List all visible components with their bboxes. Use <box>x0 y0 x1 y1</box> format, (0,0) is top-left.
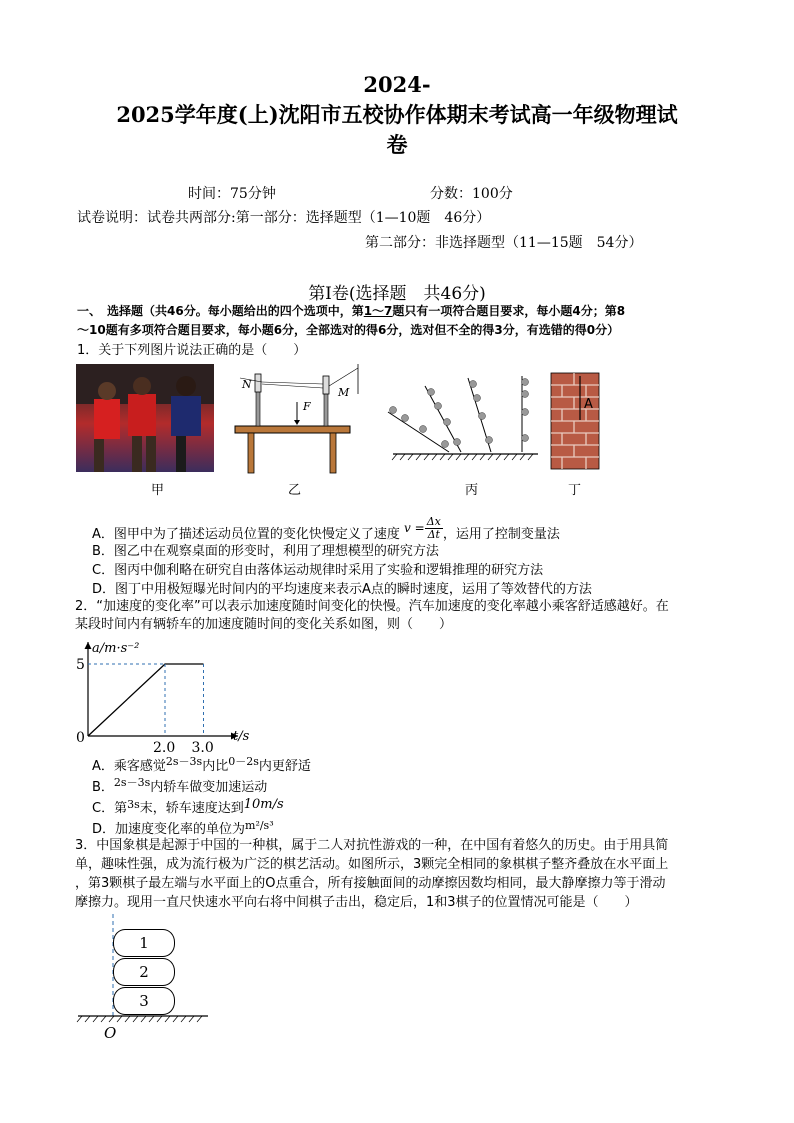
chess-piece-1: 1 <box>113 929 175 957</box>
label-f: F <box>303 400 311 413</box>
origin-label: 0 <box>76 730 85 746</box>
y-tick-label: 5 <box>76 657 85 673</box>
table-mirror-figure <box>230 364 360 476</box>
caption-yi: 乙 <box>288 483 302 498</box>
exam-title-line1: 2024- <box>363 72 431 97</box>
label-m: M <box>338 386 350 399</box>
section-instructions-line1: 一、 选择题（共46分。每小题给出的四个选项中，第1～7题只有一项符合题目要求，每小题4分；第8 <box>77 304 626 318</box>
q3-stem-line2: 单，趣味性强，成为流行极为广泛的棋艺活动。如图所示，3颗完全相同的象棋棋子整齐叠放在水平面上 <box>75 857 669 872</box>
brick-wall-figure <box>550 372 600 470</box>
exam-time: 时间：75分钟 <box>188 186 276 202</box>
label-n: N <box>242 378 252 391</box>
exam-score: 分数：100分 <box>430 186 513 202</box>
q1-option-b[interactable]: B．图乙中在观察桌面的形变时，利用了理想模型的研究方法 <box>92 544 439 559</box>
q2-option-c[interactable]: C．第$^{3s}$末，轿车速度达到10m/s <box>92 797 284 816</box>
label-a: A <box>584 397 593 412</box>
exam-desc-part1: 试卷说明：试卷共两部分:第一部分：选择题型（1—10题 46分） <box>77 210 491 226</box>
q3-stem-line1: 3．中国象棋是起源于中国的一种棋，属于二人对抗性游戏的一种，在中国有着悠久的历史。由于用具简 <box>75 838 669 853</box>
galileo-inclines-figure <box>383 372 543 462</box>
caption-bing: 丙 <box>465 483 479 498</box>
q2-option-b[interactable]: B．$^{2s-3s}$内轿车做变加速运动 <box>92 776 268 795</box>
x-axis-label: t/s <box>233 729 250 744</box>
q2-option-a[interactable]: A．乘客感觉$^{2s-3s}$内比$^{0-2s}$内更舒适 <box>92 755 311 774</box>
exam-desc-part2: 第二部分：非选择题型（11—15题 54分） <box>365 235 643 251</box>
q1-option-d[interactable]: D．图丁中用极短曝光时间内的平均速度来表示A点的瞬时速度，运用了等效替代的方法 <box>92 582 592 597</box>
relay-runners-photo <box>76 364 214 472</box>
q2-option-d[interactable]: D．加速度变化率的单位为$^{m^2/s^3}$ <box>92 819 274 837</box>
q3-stem-line4: 摩擦力。现用一直尺快速水平向右将中间棋子击出，稳定后，1和3棋子的位置情况可能是（ ） <box>75 895 638 910</box>
x-tick-label: 3.0 <box>191 740 214 754</box>
exam-title-line2: 2025学年度(上)沈阳市五校协作体期末考试高一年级物理试 <box>116 102 678 127</box>
section-instructions-line2: ～10题有多项符合题目要求，每小题6分，全部选对的得6分，选对但不全的得3分，有选错的得0分） <box>77 323 620 337</box>
caption-jia: 甲 <box>151 483 165 498</box>
q3-stem-line3: ，第3颗棋子最左端与水平面上的O点重合，所有接触面间的动摩擦因数均相同，最大静摩擦力等于滑动 <box>75 876 666 891</box>
caption-ding: 丁 <box>568 483 582 498</box>
exam-title-line3: 卷 <box>386 132 408 157</box>
q2-stem-line1: 2．“加速度的变化率”可以表示加速度随时间变化的快慢。汽车加速度的变化率越小乘客舒适感越好。在 <box>75 599 669 614</box>
acceleration-series-line <box>88 664 204 736</box>
acceleration-time-chart <box>70 632 260 754</box>
x-tick-label: 2.0 <box>153 740 176 754</box>
q1-stem: 1．关于下列图片说法正确的是（ ） <box>77 343 307 358</box>
runners-illustration <box>76 364 214 472</box>
q2-stem-line2: 某段时间内有辆轿车的加速度随时间的变化关系如图，则（ ） <box>75 617 453 632</box>
origin-o-label: O <box>104 1024 117 1042</box>
y-axis-label: a/m·s⁻² <box>92 641 140 656</box>
chess-piece-3: 3 <box>113 987 175 1015</box>
chess-piece-2: 2 <box>113 958 175 986</box>
section-title: 第Ⅰ卷(选择题 共46分) <box>308 284 486 304</box>
q1-option-c[interactable]: C．图丙中伽利略在研究自由落体运动规律时采用了实验和逻辑推理的研究方法 <box>92 563 544 578</box>
q1-option-a[interactable]: A．图甲中为了描述运动员位置的变化快慢定义了速度 v = $\frac{\Delta x}{\Delta t}$ ，运用了控制变量法 <box>92 515 560 542</box>
